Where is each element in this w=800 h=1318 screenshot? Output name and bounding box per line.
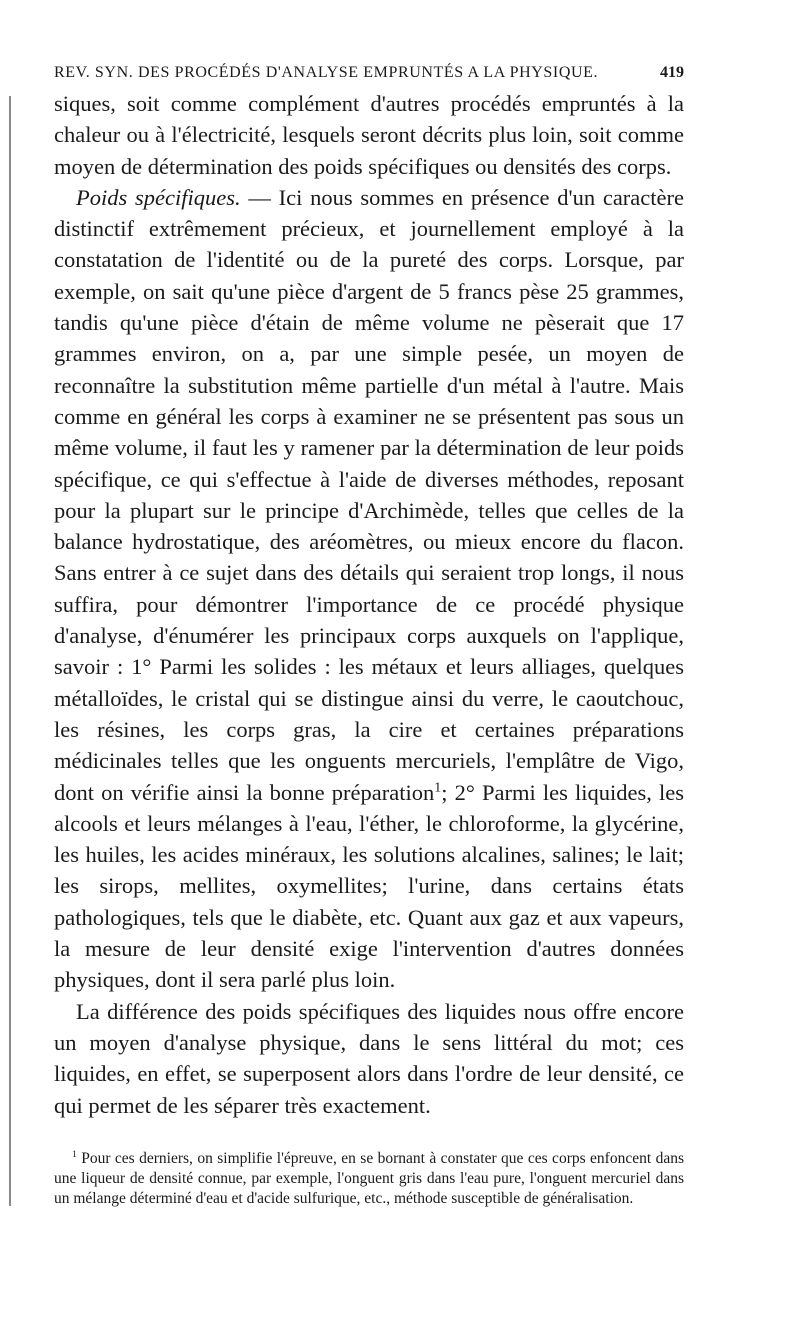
footnotes: [54, 1149, 684, 1209]
paragraph-text-b: ; 2° Parmi les liquides, les alcools et leurs mélanges à l'eau, l'éther, le chloroforme, la glycérine, les huiles, les acides minéraux, les solutions alcalines, salines; le lait; les sirops, mellites, oxymellites; l'urine, dans certains états pathologiques, tels que le diabète, etc. Quant aux gaz et aux vapeurs, la mesure de leur densité exige l'intervention d'autres données physiques, dont il sera parlé plus loin.: [54, 779, 684, 993]
footnote-reference[interactable]: 1: [434, 780, 442, 796]
book-page: [54, 58, 684, 1209]
paragraph-poids-specifiques: [54, 182, 684, 996]
page-edge-line: [9, 96, 11, 1206]
running-head-title: REV. SYN. DES PROCÉDÉS D'ANALYSE EMPRUNTÉS A LA PHYSIQUE.: [54, 64, 599, 81]
page-number: 419: [660, 64, 684, 81]
running-head: [54, 58, 684, 88]
body-text: [54, 88, 684, 1121]
footnote-text: Pour ces derniers, on simplifie l'épreuve, en se bornant à constater que ces corps enfoncent dans une liqueur de densité connue, par exemple, l'onguent gris dans l'eau pure, l'onguent mercuriel dans un mélange déterminé d'eau et d'acide sulfurique, etc., méthode susceptible de généralisation.: [54, 1149, 684, 1207]
paragraph-liquides: La différence des poids spécifiques des liquides nous offre encore un moyen d'analyse physique, dans le sens littéral du mot; ces liquides, en effet, se superposent alors dans l'ordre de leur densité, ce qui permet de les séparer très exactement.: [54, 998, 684, 1118]
section-heading: Poids spécifiques.: [76, 184, 241, 210]
paragraph-text-a: — Ici nous sommes en présence d'un caractère distinctif extrêmement précieux, et journellement employé à la constatation de l'identité ou de la pureté des corps. Lorsque, par exemple, on sait qu'une pièce d'argent de 5 francs pèse 25 grammes, tandis qu'une pièce d'étain de même volume ne pèserait que 17 grammes environ, on a, par une simple pesée, un moyen de reconnaître la substitution même partielle d'un métal à l'autre. Mais comme en général les corps à examiner ne se présentent pas sous un même volume, il faut les y ramener par la détermination de leur poids spécifique, ce qui s'effectue à l'aide de diverses méthodes, reposant pour la plupart sur le principe d'Archimède, telles que celles de la balance hydrostatique, des aréomètres, ou mieux encore du flacon. Sans entrer à ce sujet dans des détails qui seraient trop longs, il nous suffira, pour démontrer l'importance de ce procédé physique d'analyse, d'énumérer les principaux corps auxquels on l'applique, savoir : 1° Parmi les solides : les métaux et leurs alliages, quelques métalloïdes, le cristal qui se distingue ainsi du verre, le caoutchouc, les résines, les corps gras, la cire et certaines préparations médicinales telles que les onguents mercuriels, l'emplâtre de Vigo, dont on vérifie ainsi la bonne préparation: [54, 184, 684, 805]
footnote-item: [54, 1149, 684, 1209]
footnote-mark: 1: [72, 1148, 77, 1160]
paragraph-continuation: siques, soit comme complément d'autres procédés empruntés à la chaleur ou à l'électricité, lesquels seront décrits plus loin, soit comme moyen de détermination des poids spécifiques ou densités des corps.: [54, 91, 684, 179]
